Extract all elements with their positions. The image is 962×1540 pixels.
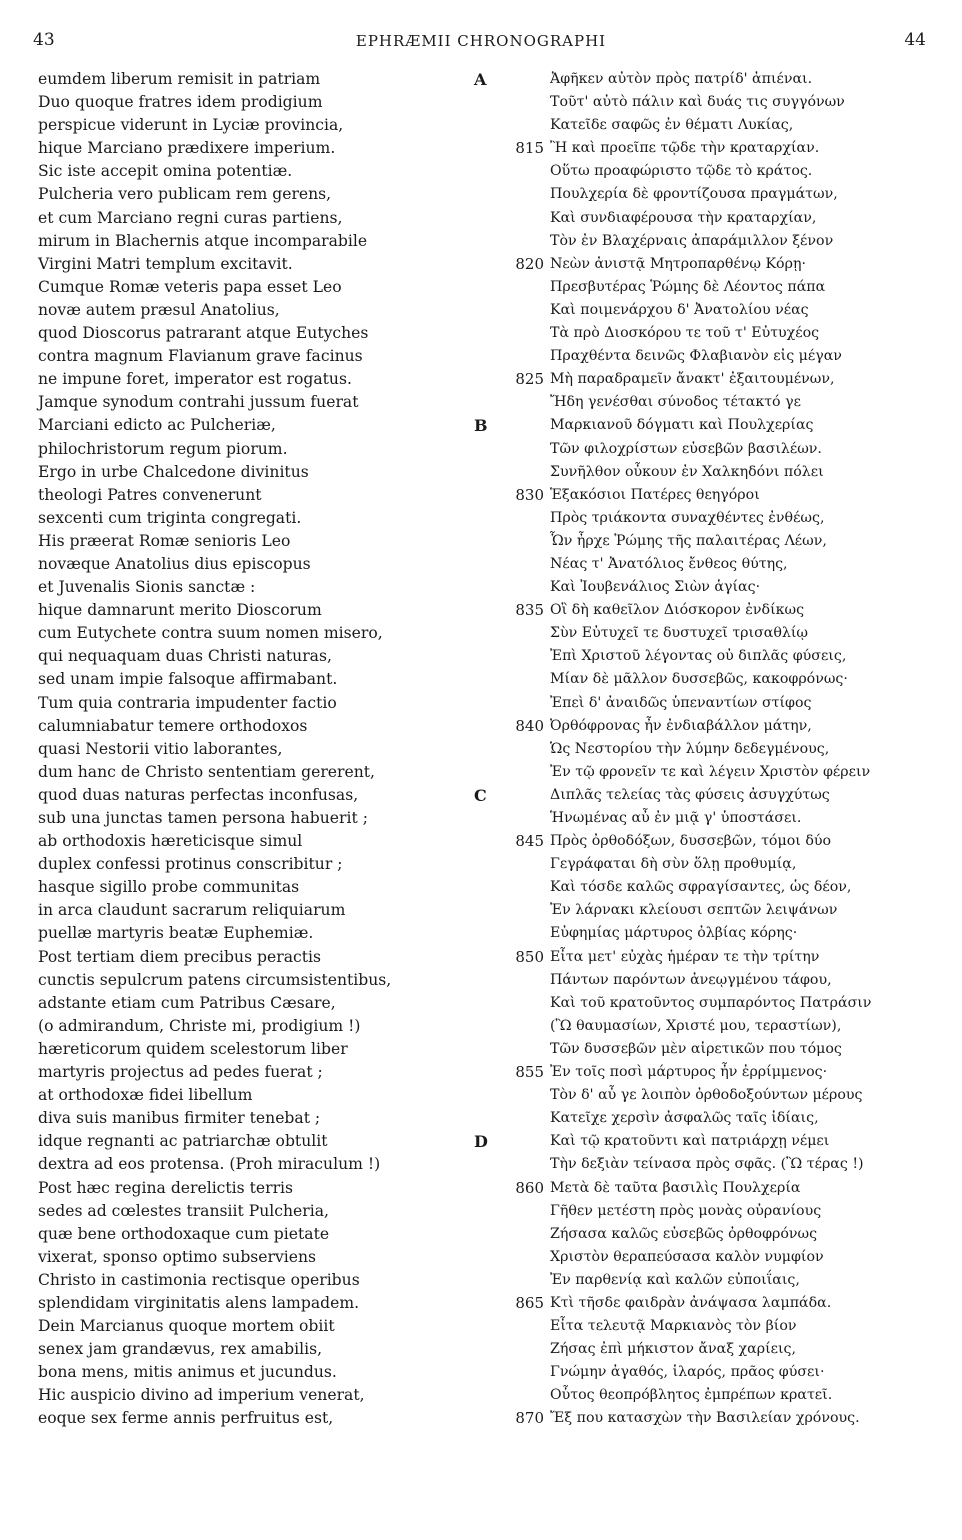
- greek-line: [468, 1292, 938, 1315]
- latin-line: puellæ martyris beatæ Euphemiæ.: [38, 924, 314, 943]
- greek-line: [468, 484, 938, 507]
- greek-verse-text: Τοῦτ' αὐτὸ πάλιν καὶ δυάς τις συγγόνων: [550, 94, 845, 111]
- latin-line: Dein Marcianus quoque mortem obiit: [38, 1317, 335, 1336]
- greek-verse-text: Τῶν φιλοχρίστων εὐσεβῶν βασιλέων.: [550, 440, 822, 457]
- greek-line: [468, 299, 938, 322]
- latin-line: martyris projectus ad pedes fuerat ;: [38, 1063, 323, 1082]
- greek-line: [468, 1130, 938, 1153]
- greek-line: [468, 183, 938, 206]
- greek-verse-text: Ἐν τῷ φρονεῖν τε καὶ λέγειν Χριστὸν φέρειν: [550, 763, 871, 780]
- greek-line: [468, 114, 938, 137]
- greek-line: [468, 1407, 938, 1430]
- latin-line: Jamque synodum contrahi jussum fuerat: [38, 393, 359, 412]
- latin-line: Tum quia contraria impudenter factio: [38, 693, 337, 712]
- greek-verse-text: Μαρκιανοῦ δόγματι καὶ Πουλχερίας: [550, 417, 814, 434]
- verse-number: 855: [515, 1063, 544, 1082]
- greek-line: [468, 438, 938, 461]
- latin-line: quasi Nestorii vitio laborantes,: [38, 739, 283, 758]
- greek-line: [468, 1200, 938, 1223]
- greek-line: [468, 1153, 938, 1176]
- section-marker: C: [474, 785, 487, 805]
- latin-line: ab orthodoxis hæreticisque simul: [38, 832, 303, 851]
- greek-verse-text: Ζήσας ἐπὶ μήκιστον ἄναξ χαρίεις,: [550, 1341, 797, 1358]
- greek-line: [468, 253, 938, 276]
- latin-line: Christo in castimonia rectisque operibus: [38, 1270, 360, 1289]
- greek-line: [468, 668, 938, 691]
- latin-line: sexcenti cum triginta congregati.: [38, 508, 302, 527]
- latin-line: diva suis manibus firmiter tenebat ;: [38, 1109, 321, 1128]
- greek-verse-text: Μίαν δὲ μᾶλλον δυσσεβῶς, κακοφρόνως·: [550, 671, 848, 688]
- latin-line: ne impune foret, imperator est rogatus.: [38, 370, 352, 389]
- greek-verse-text: Τῶν δυσσεβῶν μὲν αἱρετικῶν που τόμος: [550, 1040, 842, 1057]
- greek-verse-text: Διπλᾶς τελείας τὰς φύσεις ἀσυγχύτως: [550, 786, 830, 803]
- verse-number: 870: [515, 1409, 544, 1428]
- greek-line: [468, 1246, 938, 1269]
- greek-verse-text: Πρὸς τριάκοντα συναχθέντες ἐνθέως,: [550, 509, 825, 526]
- latin-line: splendidam virginitatis alens lampadem.: [38, 1293, 360, 1312]
- verse-number: 860: [515, 1178, 544, 1197]
- greek-verse-text: Καὶ τόσδε καλῶς σφραγίσαντες, ὡς δέον,: [550, 879, 852, 896]
- latin-line: Duo quoque fratres idem prodigium: [38, 93, 323, 112]
- greek-verse-text: Ἐν λάρνακι κλείουσι σεπτῶν λειψάνων: [550, 902, 838, 919]
- greek-line: [468, 1338, 938, 1361]
- greek-line: [468, 992, 938, 1015]
- latin-line: quæ bene orthodoxaque cum pietate: [38, 1224, 330, 1243]
- greek-verse-text: Πραχθέντα δεινῶς Φλαβιανὸν εἰς μέγαν: [550, 348, 842, 365]
- latin-line: Post hæc regina derelictis terris: [38, 1178, 294, 1197]
- greek-line: [468, 853, 938, 876]
- latin-line: qui nequaquam duas Christi naturas,: [38, 647, 332, 666]
- greek-line: [468, 807, 938, 830]
- greek-verse-text: Ὡς Νεστορίου τὴν λύμην δεδεγμένους,: [550, 740, 830, 757]
- latin-line: Virgini Matri templum excitavit.: [38, 254, 293, 273]
- verse-number: 865: [515, 1293, 544, 1312]
- latin-line: (o admirandum, Christe mi, prodigium !): [38, 1016, 361, 1035]
- latin-line: Post tertiam diem precibus peractis: [38, 947, 321, 966]
- greek-verse-text: Χριστὸν θεραπεύσασα καλὸν νυμφίον: [550, 1248, 824, 1265]
- greek-line: [468, 160, 938, 183]
- latin-column: [38, 68, 458, 1431]
- greek-line: [468, 230, 938, 253]
- verse-number: 850: [515, 947, 544, 966]
- greek-verse-text: (Ὢ θαυμασίων, Χριστέ μου, τεραστίων),: [550, 1017, 842, 1034]
- greek-verse-text: Ἐπὶ Χριστοῦ λέγοντας οὐ διπλᾶς φύσεις,: [550, 648, 847, 665]
- greek-line: [468, 68, 938, 91]
- latin-line: dum hanc de Christo sententiam gererent,: [38, 762, 375, 781]
- greek-verse-text: Κατεῖδε σαφῶς ἐν θέματι Λυκίας,: [550, 117, 794, 134]
- greek-line: [468, 599, 938, 622]
- greek-verse-text: Πρεσβυτέρας Ῥώμης δὲ Λέοντος πάπα: [550, 278, 826, 295]
- latin-line: quod Dioscorus patrarant atque Eutyches: [38, 324, 369, 343]
- latin-line: hasque sigillo probe communitas: [38, 878, 300, 897]
- greek-verse-text: Ἑξακόσιοι Πατέρες θεηγόροι: [550, 486, 760, 503]
- greek-verse-text: Καὶ Ἰουβενάλιος Σιὼν ἁγίας·: [550, 579, 761, 596]
- greek-line: [468, 1107, 938, 1130]
- greek-line: [468, 276, 938, 299]
- verse-number: 815: [515, 139, 544, 158]
- greek-verse-text: Μὴ παραδραμεῖν ἄνακτ' ἐξαιτουμένων,: [550, 371, 835, 388]
- greek-verse-text: Καὶ ποιμενάρχου δ' Ἀνατολίου νέας: [550, 301, 809, 318]
- greek-line: [468, 645, 938, 668]
- greek-verse-text: Συνῆλθον οὖκουν ἐν Χαλκηδόνι πόλει: [550, 463, 824, 480]
- greek-verse-text: Σὺν Εὐτυχεῖ τε δυστυχεῖ τρισαθλίῳ: [550, 625, 809, 642]
- latin-line: hique damnarunt merito Dioscorum: [38, 601, 322, 620]
- greek-verse-text: Εἶτα μετ' εὐχὰς ἡμέραν τε τὴν τρίτην: [550, 948, 820, 965]
- latin-line: eoque sex ferme annis perfruitus est,: [38, 1409, 334, 1428]
- greek-line: [468, 761, 938, 784]
- latin-line: et cum Marciano regni curas partiens,: [38, 208, 343, 227]
- verse-number: 820: [515, 254, 544, 273]
- verse-number: 845: [515, 832, 544, 851]
- latin-line: dextra ad eos protensa. (Proh miraculum !): [38, 1155, 381, 1174]
- greek-line: [468, 345, 938, 368]
- greek-line: [468, 922, 938, 945]
- greek-line: [468, 876, 938, 899]
- greek-verse-text: Γεγράφαται δὴ σὺν ὅλῃ προθυμίᾳ,: [550, 856, 797, 873]
- greek-verse-text: Ἐν παρθενίᾳ καὶ καλῶν εὐποιΐαις,: [550, 1271, 800, 1288]
- greek-line: [468, 715, 938, 738]
- greek-line: [468, 830, 938, 853]
- greek-line: [468, 1384, 938, 1407]
- latin-line: novæ autem præsul Anatolius,: [38, 300, 280, 319]
- latin-line: mirum in Blachernis atque incomparabile: [38, 231, 368, 250]
- greek-verse-text: Τὴν δεξιὰν τείνασα πρὸς σφᾶς. (Ὢ τέρας !): [550, 1156, 864, 1173]
- greek-line: [468, 899, 938, 922]
- page-number-right: 44: [904, 30, 926, 50]
- latin-line: Cumque Romæ veteris papa esset Leo: [38, 277, 342, 296]
- greek-line: [468, 1223, 938, 1246]
- greek-line: [468, 207, 938, 230]
- latin-line: adstante etiam cum Patribus Cæsare,: [38, 993, 336, 1012]
- greek-verse-text: Ἀφῆκεν αὐτὸν πρὸς πατρίδ' ἀπιέναι.: [550, 71, 813, 87]
- greek-line: [468, 784, 938, 807]
- latin-line: sed unam impie falsoque affirmabant.: [38, 670, 338, 689]
- greek-verse-text: Τὸν δ' αὖ γε λοιπὸν ὀρθοδοξούντων μέρους: [550, 1087, 863, 1104]
- greek-verse-text: Εὐφημίας μάρτυρος ὀλβίας κόρης·: [550, 925, 798, 942]
- greek-verse-text: Μετὰ δὲ ταῦτα βασιλὶς Πουλχερία: [550, 1179, 801, 1196]
- latin-line: hique Marciano prædixere imperium.: [38, 139, 336, 158]
- latin-line: cum Eutychete contra suum nomen misero,: [38, 624, 383, 643]
- greek-line: [468, 553, 938, 576]
- greek-verse-text: Νέας τ' Ἀνατόλιος ἔνθεος θύτης,: [550, 555, 788, 572]
- greek-verse-text: Νεὼν ἀνιστᾷ Μητροπαρθένῳ Κόρῃ·: [550, 255, 806, 272]
- greek-verse-text: Ζήσασα καλῶς εὐσεβῶς ὀρθοφρόνως: [550, 1225, 818, 1242]
- greek-line: [468, 692, 938, 715]
- latin-line: Sic iste accepit omina potentiæ.: [38, 162, 293, 181]
- greek-column: [468, 68, 938, 1431]
- greek-verse-text: Καὶ τοῦ κρατοῦντος συμπαρόντος Πατράσιν: [550, 994, 872, 1011]
- greek-line: [468, 368, 938, 391]
- section-marker: A: [474, 70, 487, 89]
- greek-line: [468, 1177, 938, 1200]
- latin-line: duplex confessi protinus conscribitur ;: [38, 855, 343, 874]
- greek-line: [468, 1269, 938, 1292]
- greek-line: [468, 530, 938, 553]
- latin-line: quod duas naturas perfectas inconfusas,: [38, 785, 359, 804]
- latin-line: Pulcheria vero publicam rem gerens,: [38, 185, 332, 204]
- latin-line: sub una junctas tamen persona habuerit ;: [38, 809, 368, 827]
- greek-verse-text: Γνώμην ἀγαθός, ἱλαρός, πρᾶος φύσει·: [550, 1364, 825, 1381]
- greek-verse-text: Ὀρθόφρονας ἦν ἐνδιαβάλλον μάτην,: [550, 717, 812, 734]
- latin-line: cunctis sepulcrum patens circumsistentibus,: [38, 970, 392, 989]
- greek-verse-text: Τὰ πρὸ Διοσκόρου τε τοῦ τ' Εὐτυχέος: [550, 325, 820, 342]
- verse-number: 835: [515, 601, 544, 620]
- greek-line: [468, 969, 938, 992]
- greek-line: [468, 322, 938, 345]
- greek-line: [468, 576, 938, 599]
- latin-line: et Juvenalis Sionis sanctæ :: [38, 578, 256, 597]
- latin-line: idque regnanti ac patriarchæ obtulit: [38, 1132, 328, 1151]
- latin-line: perspicue viderunt in Lyciæ provincia,: [38, 116, 344, 135]
- greek-verse-text: Οὗτος θεοπρόβλητος ἐμπρέπων κρατεῖ.: [550, 1387, 833, 1404]
- latin-line: sedes ad cœlestes transiit Pulcheria,: [38, 1201, 329, 1220]
- greek-verse-text: Κτὶ τῆσδε φαιδρὰν ἀνάψασα λαμπάδα.: [550, 1294, 832, 1311]
- greek-line: [468, 622, 938, 645]
- greek-verse-text: Πάντων παρόντων ἀνεῳγμένου τάφου,: [550, 971, 832, 988]
- greek-verse-text: Ἡνωμένας αὖ ἐν μιᾷ γ' ὑποστάσει.: [550, 810, 802, 826]
- greek-line: [468, 507, 938, 530]
- verse-number: 825: [515, 370, 544, 389]
- latin-line: senex jam grandævus, rex amabilis,: [38, 1340, 323, 1359]
- page-number-left: 43: [33, 30, 55, 50]
- page-header: [0, 30, 962, 54]
- greek-line: [468, 1084, 938, 1107]
- latin-line: eumdem liberum remisit in patriam: [38, 70, 321, 88]
- latin-line: theologi Patres convenerunt: [38, 485, 262, 504]
- section-marker: D: [474, 1132, 488, 1152]
- greek-line: [468, 91, 938, 114]
- greek-line: [468, 461, 938, 484]
- greek-line: [468, 1361, 938, 1384]
- section-marker: B: [474, 416, 488, 436]
- greek-verse-text: Οὕτω προαφώριστο τῷδε τὸ κράτος.: [550, 163, 813, 180]
- latin-line: Ergo in urbe Chalcedone divinitus: [38, 462, 309, 481]
- latin-line: calumniabatur temere orthodoxos: [38, 716, 308, 735]
- latin-line: bona mens, mitis animus et jucundus.: [38, 1363, 337, 1382]
- greek-line: [468, 946, 938, 969]
- greek-line: [468, 1315, 938, 1338]
- greek-line: [468, 1015, 938, 1038]
- greek-verse-text: Καὶ τῷ κρατοῦντι καὶ πατριάρχῃ νέμει: [550, 1133, 830, 1150]
- greek-verse-text: Ἐν τοῖς ποσὶ μάρτυρος ἦν ἐρρίμμενος·: [550, 1064, 828, 1081]
- greek-verse-text: Γῆθεν μετέστη πρὸς μονὰς οὐρανίους: [550, 1202, 822, 1219]
- greek-verse-text: Πρὸς ὀρθοδόξων, δυσσεβῶν, τόμοι δύο: [550, 833, 832, 850]
- latin-line: hæreticorum quidem scelestorum liber: [38, 1039, 348, 1058]
- greek-verse-text: Ὧν ἦρχε Ῥώμης τῆς παλαιτέρας Λέων,: [550, 532, 827, 549]
- latin-line: in arca claudunt sacrarum reliquiarum: [38, 901, 346, 920]
- greek-verse-text: Πουλχερία δὲ φροντίζουσα πραγμάτων,: [550, 186, 838, 203]
- verse-number: 830: [515, 485, 544, 504]
- greek-verse-text: Ἐπεὶ δ' ἀναιδῶς ὑπεναντίων στίφος: [550, 694, 812, 711]
- greek-line: [468, 137, 938, 160]
- latin-line: Hic auspicio divino ad imperium venerat,: [38, 1386, 365, 1405]
- greek-verse-text: Ἢ καὶ προεῖπε τῷδε τὴν κραταρχίαν.: [550, 140, 820, 157]
- greek-verse-text: Ἔξ που κατασχὼν τὴν Βασιλείαν χρόνους.: [550, 1410, 860, 1427]
- latin-line: vixerat, sponso optimo subserviens: [38, 1247, 317, 1266]
- latin-line: contra magnum Flavianum grave facinus: [38, 347, 363, 366]
- greek-line: [468, 414, 938, 437]
- verse-number: 840: [515, 716, 544, 735]
- greek-line: [468, 738, 938, 761]
- greek-verse-text: Οἳ δὴ καθεῖλον Διόσκορον ἐνδίκως: [550, 602, 805, 619]
- greek-verse-text: Καὶ συνδιαφέρουσα τὴν κραταρχίαν,: [550, 209, 817, 226]
- greek-verse-text: Εἶτα τελευτᾷ Μαρκιανὸς τὸν βίον: [550, 1318, 797, 1335]
- latin-line: His præerat Romæ senioris Leo: [38, 531, 291, 550]
- latin-line: at orthodoxæ fidei libellum: [38, 1086, 253, 1105]
- greek-line: [468, 391, 938, 414]
- latin-line: Marciani edicto ac Pulcheriæ,: [38, 416, 276, 435]
- latin-line: philochristorum regum piorum.: [38, 439, 288, 458]
- greek-verse-text: Τὸν ἐν Βλαχέρναις ἀπαράμιλλον ξένον: [550, 232, 834, 249]
- latin-line: novæque Anatolius dius episcopus: [38, 554, 311, 573]
- greek-verse-text: Κατεῖχε χερσὶν ἀσφαλῶς ταῖς ἰδίαις,: [550, 1110, 819, 1127]
- greek-line: [468, 1038, 938, 1061]
- greek-verse-text: Ἤδη γενέσθαι σύνοδος τέτακτό γε: [550, 394, 801, 411]
- running-title: EPHRÆMII CHRONOGRAPHI: [355, 32, 607, 50]
- greek-line: [468, 1061, 938, 1084]
